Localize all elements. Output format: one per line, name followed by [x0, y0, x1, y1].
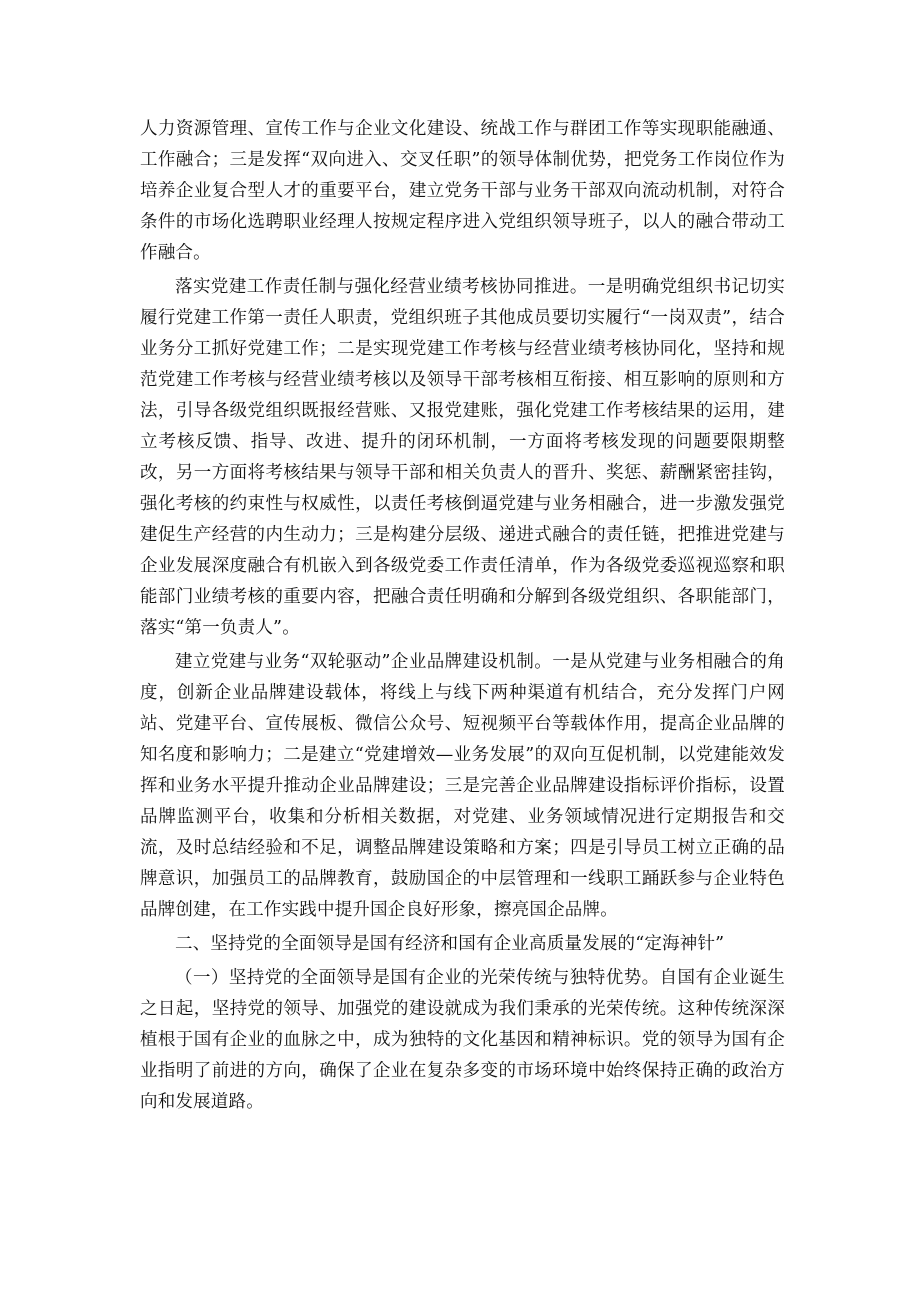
- paragraph-3: 建立党建与业务“双轮驱动”企业品牌建设机制。一是从党建与业务相融合的角度，创新企业品牌建设载体，将线上与线下两种渠道有机结合，充分发挥门户网站、党建平台、宣传展板、微信公众号、短视频平台等载体作用，提高企业品牌的知名度和影响力；二是建立“党建增效—业务发展”的双向互促机制，以党建能效发挥和业务水平提升推动企业品牌建设；三是完善企业品牌建设指标评价指标，设置品牌监测平台，收集和分析相关数据，对党建、业务领域情况进行定期报告和交流，及时总结经验和不足，调整品牌建设策略和方案；四是引导员工树立正确的品牌意识，加强员工的品牌教育，鼓励国企的中层管理和一线职工踊跃参与企业特色品牌创建，在工作实践中提升国企良好形象，擦亮国企品牌。: [140, 652, 785, 920]
- paragraph-4: （一）坚持党的全面领导是国有企业的光荣传统与独特优势。自国有企业诞生之日起，坚持党的领导、加强党的建设就成为我们秉承的光荣传统。这种传统深深植根于国有企业的血脉之中，成为独特的文化基因和精神标识。党的领导为国有企业指明了前进的方向，确保了企业在复杂多变的市场环境中始终保持正确的政治方向和发展道路。: [140, 968, 785, 1112]
- paragraph-2: 落实党建工作责任制与强化经营业绩考核协同推进。一是明确党组织书记切实履行党建工作第一责任人职责，党组织班子其他成员要切实履行“一岗双责”，结合业务分工抓好党建工作；二是实现党建工作考核与经营业绩考核协同化，坚持和规范党建工作考核与经营业绩考核以及领导干部考核相互衔接、相互影响的原则和方法，引导各级党组织既报经营账、又报党建账，强化党建工作考核结果的运用，建立考核反馈、指导、改进、提升的闭环机制，一方面将考核发现的问题要限期整改，另一方面将考核结果与领导干部和相关负责人的晋升、奖惩、薪酬紧密挂钩，强化考核的约束性与权威性，以责任考核倒逼党建与业务相融合，进一步激发强党建促生产经营的内生动力；三是构建分层级、递进式融合的责任链，把推进党建与企业发展深度融合有机嵌入到各级党委工作责任清单，作为各级党委巡视巡察和职能部门业绩考核的重要内容，把融合责任明确和分解到各级党组织、各职能部门，落实“第一负责人”。: [140, 277, 785, 638]
- document-body: [140, 114, 785, 1118]
- paragraph-1: 人力资源管理、宣传工作与企业文化建设、统战工作与群团工作等实现职能融通、工作融合；三是发挥“双向进入、交叉任职”的领导体制优势，把党务工作岗位作为培养企业复合型人才的重要平台，建立党务干部与业务干部双向流动机制，对符合条件的市场化选聘职业经理人按规定程序进入党组织领导班子，以人的融合带动工作融合。: [140, 119, 785, 263]
- section-heading: 二、坚持党的全面领导是国有经济和国有企业高质量发展的“定海神针”: [175, 934, 725, 954]
